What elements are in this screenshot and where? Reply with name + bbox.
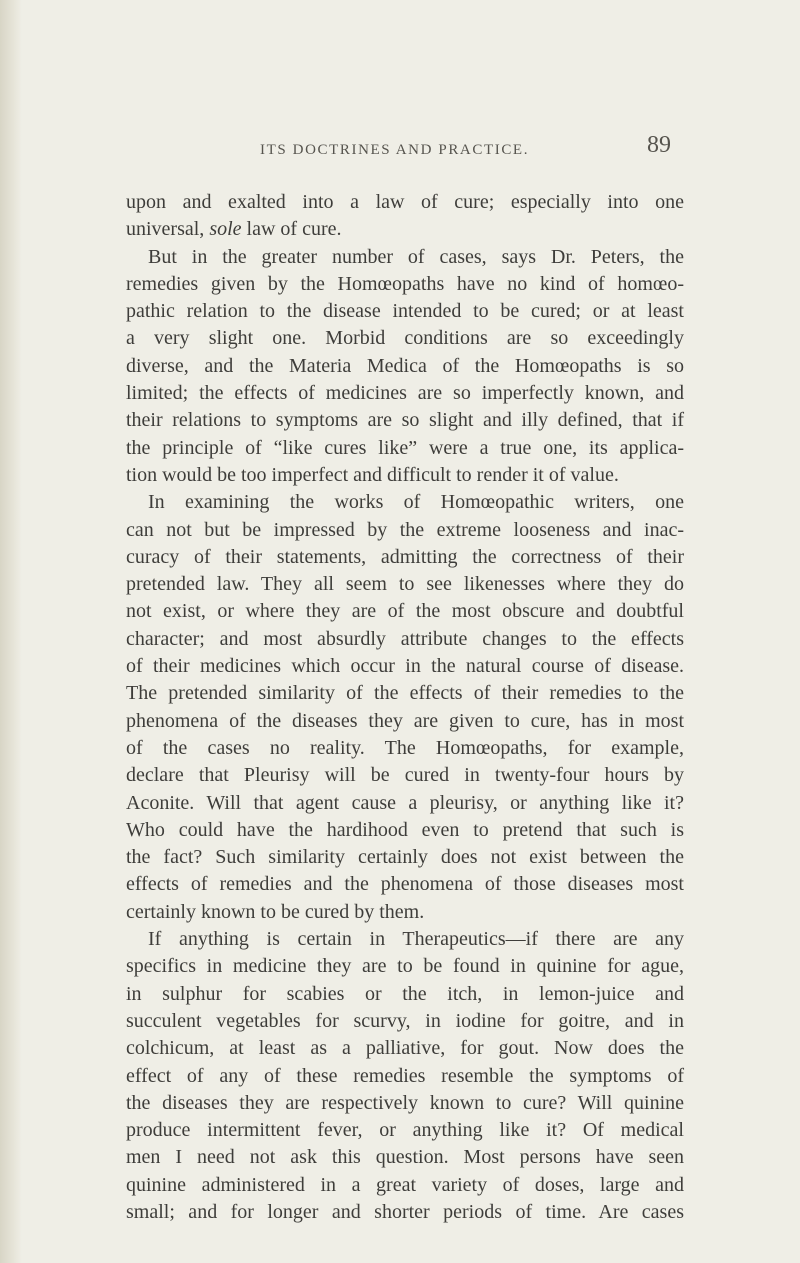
emphasis-sole: sole [209, 218, 242, 241]
text-line: a very slight one. Morbid conditions are so exceedingly [126, 327, 684, 350]
text-line: men I need not ask this question. Most persons have seen [126, 1146, 684, 1169]
text-line: produce intermittent fever, or anything like it? Of medical [126, 1119, 684, 1142]
text-line: of their medicines which occur in the natural course of disease. [126, 655, 684, 678]
text-line: certainly known to be cured by them. [126, 900, 425, 923]
text-line: diverse, and the Materia Medica of the Homœopaths is so [126, 354, 684, 377]
text-line: can not but be impressed by the extreme looseness and inac- [126, 518, 684, 541]
text-line: quinine administered in a great variety of doses, large and [126, 1173, 684, 1196]
text-line: upon and exalted into a law of cure; especially into one [126, 191, 684, 213]
running-head: ITS DOCTRINES AND PRACTICE. [260, 142, 530, 158]
page-number: 89 [647, 132, 671, 158]
text-line: effects of remedies and the phenomena of those diseases most [126, 873, 684, 896]
text-line: In examining the works of Homœopathic writers, one [148, 491, 684, 514]
text-line: curacy of their statements, admitting the correctness of their [126, 545, 684, 568]
text-line [126, 216, 684, 243]
text-line: Who could have the hardihood even to pretend that such is [126, 818, 684, 841]
text-line: But in the greater number of cases, says Dr. Peters, the [148, 245, 684, 268]
text-line: succulent vegetables for scurvy, in iodine for goitre, and in [126, 1009, 684, 1032]
text-line: not exist, or where they are of the most obscure and doubtful [126, 600, 684, 623]
text-line: the diseases they are respectively known to cure? Will quinine [126, 1091, 684, 1114]
text-line-part: law of cure. [241, 218, 342, 241]
text-line: colchicum, at least as a palliative, for gout. Now does the [126, 1037, 684, 1060]
text-line: small; and for longer and shorter periods of time. Are cases [126, 1200, 684, 1223]
text-line-part: universal, [126, 218, 210, 241]
text-line: character; and most absurdly attribute changes to the effects [126, 627, 684, 650]
text-line: limited; the effects of medicines are so imperfectly known, and [126, 382, 684, 405]
text-line: tion would be too imperfect and difficult to render it of value. [126, 463, 619, 486]
text-line: the principle of “like cures like” were a true one, its applica- [126, 436, 684, 459]
text-line: of the cases no reality. The Homœopaths, for example, [126, 736, 684, 759]
text-line: pathic relation to the disease intended to be cured; or at least [126, 300, 684, 323]
text-line: The pretended similarity of the effects of their remedies to the [126, 682, 684, 705]
text-line: in sulphur for scabies or the itch, in lemon-juice and [126, 982, 684, 1005]
body-text [126, 189, 684, 1226]
text-line: effect of any of these remedies resemble the symptoms of [126, 1064, 684, 1087]
text-line: phenomena of the diseases they are given to cure, has in most [126, 709, 684, 732]
text-line: Aconite. Will that agent cause a pleurisy, or anything like it? [126, 791, 684, 814]
text-line: the fact? Such similarity certainly does not exist between the [126, 846, 684, 869]
text-line: specifics in medicine they are to be found in quinine for ague, [126, 955, 684, 978]
text-line: pretended law. They all seem to see likenesses where they do [126, 573, 684, 596]
text-line: their relations to symptoms are so slight and illy defined, that if [126, 409, 684, 432]
text-line: declare that Pleurisy will be cured in twenty-four hours by [126, 764, 684, 787]
page-edge-shadow [0, 0, 22, 1263]
text-line: remedies given by the Homœopaths have no kind of homœo- [126, 272, 684, 295]
text-line: If anything is certain in Therapeutics—if there are any [148, 928, 684, 951]
